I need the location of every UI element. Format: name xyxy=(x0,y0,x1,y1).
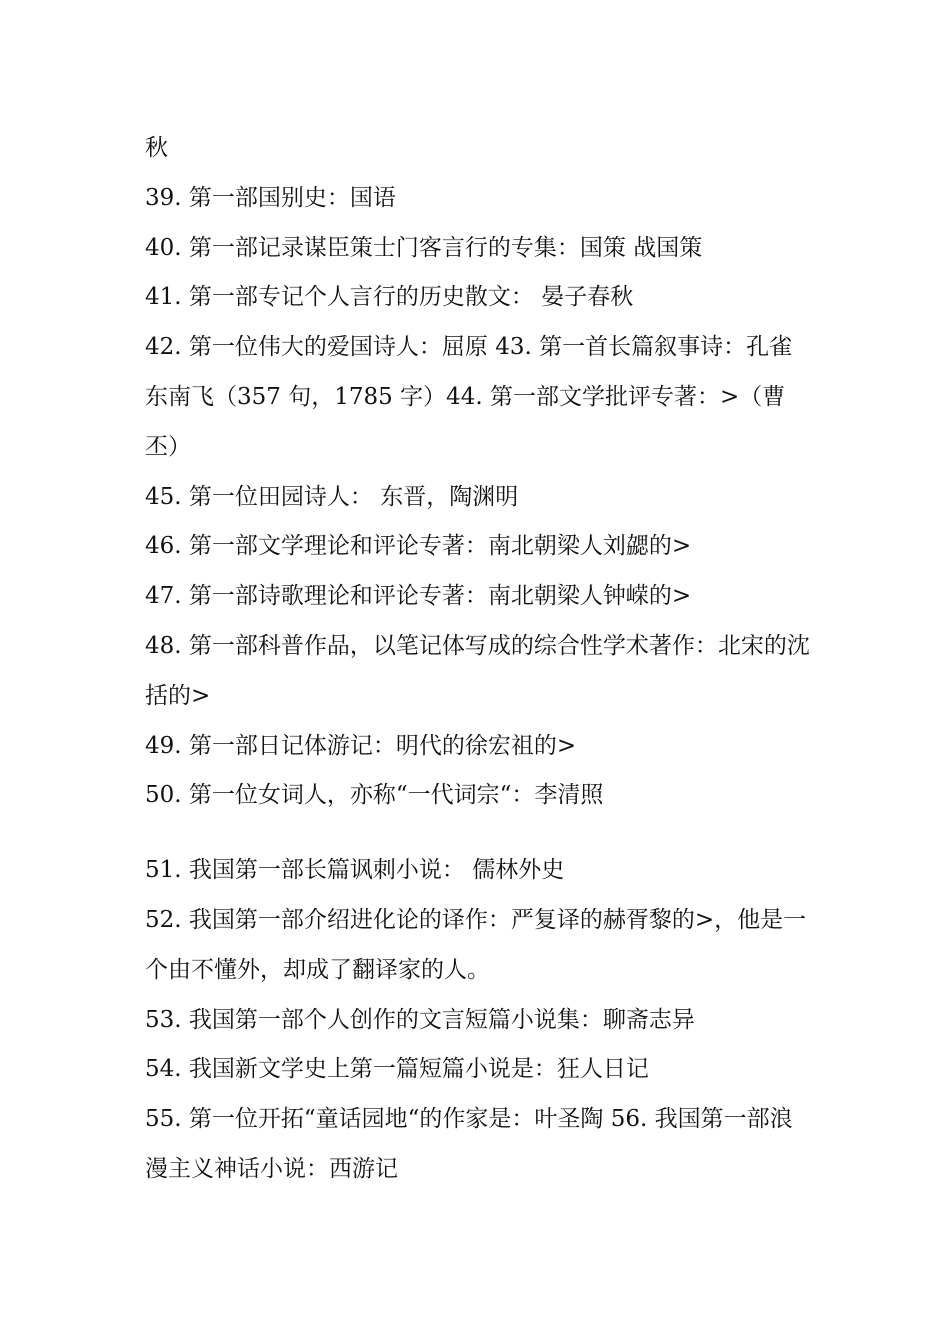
paragraph-gap xyxy=(145,821,810,846)
paragraph-item-48: 48. 第一部科普作品，以笔记体写成的综合性学术著作：北宋的沈括的> xyxy=(145,632,810,709)
paragraph-item-51: 51. 我国第一部长篇讽刺小说： 儒林外史 xyxy=(145,857,565,884)
paragraph-item-45: 45. 第一位田园诗人： 东晋，陶渊明 xyxy=(145,483,519,510)
paragraph-item-49: 49. 第一部日记体游记：明代的徐宏祖的> xyxy=(145,732,577,759)
paragraph-item-46: 46. 第一部文学理论和评论专著：南北朝梁人刘勰的> xyxy=(145,533,692,560)
document-body xyxy=(145,124,810,1195)
paragraph-item-53: 53. 我国第一部个人创作的文言短篇小说集：聊斋志异 xyxy=(145,1006,695,1033)
paragraph-item-55-56: 55. 第一位开拓“童话园地“的作家是：叶圣陶 56. 我国第一部浪漫主义神话小说：西游记 xyxy=(145,1106,793,1182)
paragraph-item-50: 50. 第一位女词人，亦称“一代词宗“：李清照 xyxy=(145,782,604,809)
paragraph-item-42-44: 42. 第一位伟大的爱国诗人：屈原 43. 第一首长篇叙事诗：孔雀东南飞（357 句，1785 字）44. 第一部文学批评专著：>（曹丕） xyxy=(145,334,793,460)
paragraph-item-40: 40. 第一部记录谋臣策士门客言行的专集：国策 战国策 xyxy=(145,234,703,261)
paragraph-continuation: 秋 xyxy=(145,135,168,161)
paragraph-item-41: 41. 第一部专记个人言行的历史散文： 晏子春秋 xyxy=(145,284,634,311)
paragraph-item-52: 52. 我国第一部介绍进化论的译作：严复译的赫胥黎的>，他是一个由不懂外，却成了翻译家的人。 xyxy=(145,906,807,983)
paragraph-item-54: 54. 我国新文学史上第一篇短篇小说是：狂人日记 xyxy=(145,1056,649,1083)
paragraph-item-39: 39. 第一部国别史：国语 xyxy=(145,184,396,211)
paragraph-item-47: 47. 第一部诗歌理论和评论专著：南北朝梁人钟嵘的> xyxy=(145,583,692,610)
